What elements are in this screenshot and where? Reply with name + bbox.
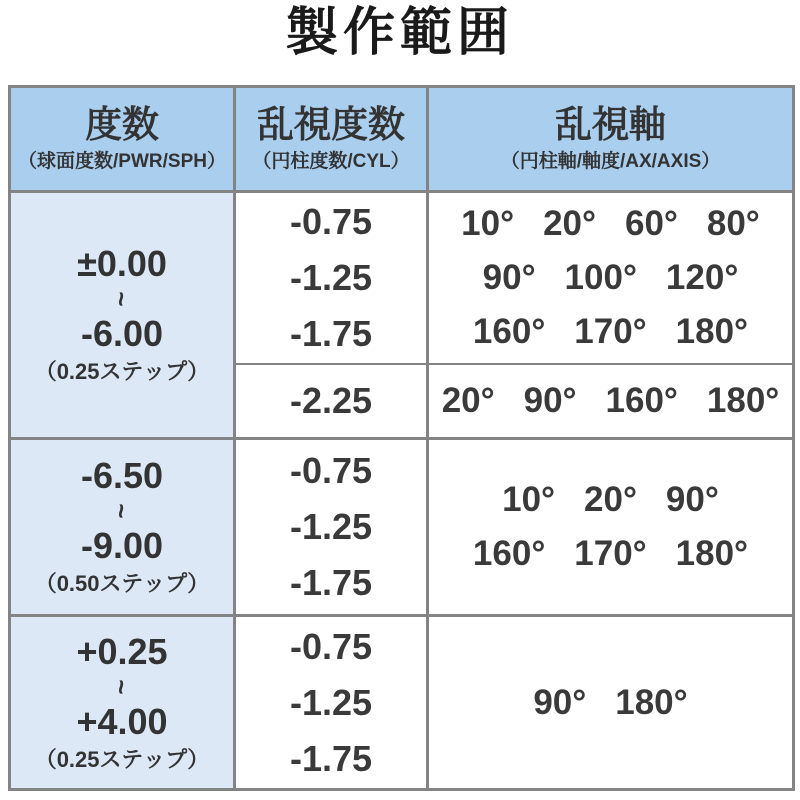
power-from: -6.50	[80, 455, 164, 496]
power-range-cell-3	[10, 616, 235, 790]
cylinder-cell-1b	[235, 364, 428, 439]
cyl-value: -1.25	[289, 256, 373, 298]
header-axis-main: 乱視軸	[555, 104, 666, 145]
axis-values: 20° 90° 160° 180°	[441, 380, 780, 420]
cyl-value: -1.25	[289, 506, 373, 547]
table-row-2	[10, 439, 794, 616]
cyl-value: -1.75	[289, 562, 373, 603]
tilde-separator: ~	[107, 291, 137, 307]
power-step: （0.25ステップ）	[34, 746, 210, 772]
header-cylinder	[235, 87, 428, 192]
power-step: （0.50ステップ）	[34, 571, 210, 596]
cyl-value: -0.75	[289, 200, 373, 242]
power-range-cell-2	[10, 439, 235, 616]
cyl-value: -1.75	[289, 312, 373, 354]
cylinder-cell-1a	[235, 192, 428, 364]
axis-values: 10° 20° 90°	[502, 480, 719, 519]
axis-cell-1b	[428, 364, 794, 439]
power-step: （0.25ステップ）	[34, 359, 210, 384]
tilde-separator: ~	[107, 678, 137, 695]
table-row-3	[10, 616, 794, 790]
axis-values: 90° 180°	[533, 682, 688, 722]
header-power-sub: （球面度数/PWR/SPH）	[18, 151, 226, 172]
axis-cell-3	[428, 616, 794, 790]
axis-values: 10° 20° 60° 80°	[461, 203, 760, 243]
power-to: -9.00	[80, 525, 164, 566]
power-range-cell-1	[10, 192, 235, 439]
axis-cell-2	[428, 439, 794, 616]
power-to: -6.00	[80, 313, 164, 354]
header-row	[10, 87, 794, 192]
table-row-1	[10, 192, 794, 364]
cylinder-cell-2	[235, 439, 428, 616]
page-title: 製作範囲	[285, 4, 514, 62]
tilde-separator: ~	[107, 503, 137, 519]
axis-values: 160° 170° 180°	[472, 311, 749, 351]
cyl-value: -0.75	[289, 450, 373, 491]
power-from: ±0.00	[77, 243, 167, 284]
axis-values: 90° 100° 120°	[482, 257, 739, 297]
header-power-main: 度数	[85, 104, 159, 145]
cyl-value: -2.25	[289, 379, 373, 421]
axis-values: 160° 170° 180°	[472, 534, 749, 573]
header-axis-sub: （円柱軸/軸度/AX/AXIS）	[500, 151, 721, 172]
header-axis	[428, 87, 794, 192]
axis-cell-1a	[428, 192, 794, 364]
header-power	[10, 87, 235, 192]
cylinder-cell-3	[235, 616, 428, 790]
power-to: +4.00	[76, 700, 168, 742]
production-range-table	[8, 85, 795, 791]
cyl-value: -0.75	[289, 625, 373, 667]
header-cylinder-main: 乱視度数	[257, 104, 405, 145]
cyl-value: -1.75	[289, 737, 373, 779]
power-from: +0.25	[76, 630, 168, 672]
header-cylinder-sub: （円柱度数/CYL）	[252, 151, 410, 172]
cyl-value: -1.25	[289, 681, 373, 723]
